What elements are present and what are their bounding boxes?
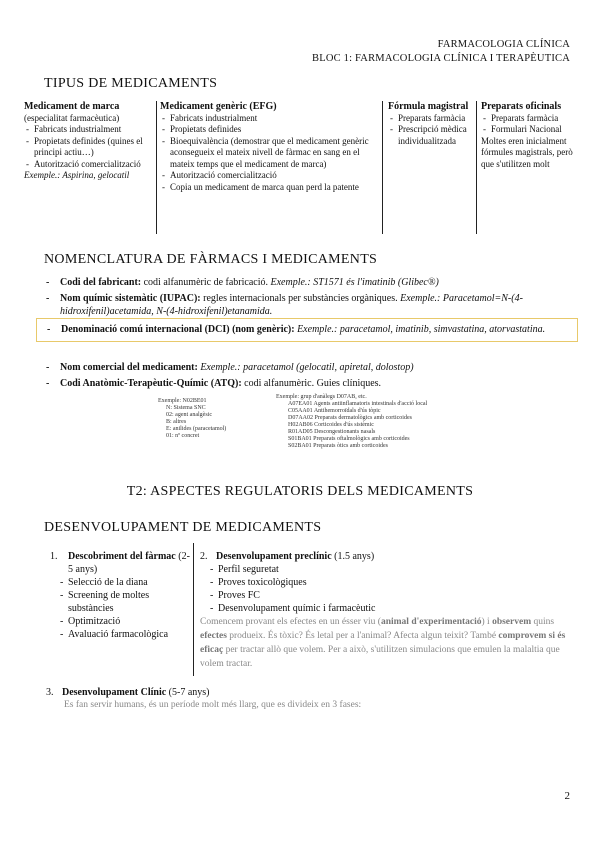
col-generic	[160, 101, 378, 234]
list-item	[44, 361, 564, 374]
preclinic-description: Comencem provant els efectes en un ésser viu (animal d'experimentació) i observem quins efectes produeix. És tòxic? És letal per a l'animal? Afecta algun teixit? També comprovem si és eficaç per tractar allò que volem. Per a això, s'utilitzen simulacions que emulen la malaltia que volem tractar.	[200, 617, 566, 669]
item-label: Nom comercial del medicament:	[60, 362, 198, 373]
item-label: Codi Anatòmic-Terapèutic-Químic (ATQ):	[60, 378, 242, 389]
nomenclature-list-2	[44, 361, 564, 393]
list-item: - Autorització comercialització	[160, 170, 378, 182]
marca-subtitle: (especialitat farmacèutica)	[24, 112, 120, 123]
divider	[156, 101, 157, 234]
atq-line: 02: agent analgèsic	[166, 412, 212, 418]
list-item: - Avaluació farmacològica	[58, 628, 192, 641]
atq-line: N: Sistema SNC	[166, 405, 206, 411]
list-item: - Fabricats industrialment	[160, 113, 378, 125]
item-example: Exemple.: Paracetamol=N-(4-hidroxifenil)acetamida, N-(4-hidroxifenil)etanamida.	[60, 293, 523, 317]
atq-line: 01: nº concret	[166, 433, 200, 439]
clinic-description: Es fan servir humans, és un període molt més llarg, que es divideix en 3 fases:	[64, 700, 362, 710]
step-number: 3.	[46, 687, 54, 698]
marca-example: Exemple.: Aspirina, gelocatil	[24, 170, 130, 180]
col-oficinals	[481, 101, 580, 234]
atq-line: H02AB06 Corticoides d'ús sistèmic	[288, 422, 374, 428]
list-item	[44, 377, 564, 390]
header-bloc: BLOC 1: FARMACOLOGIA CLÍNICA I TERAPÈUTICA	[312, 53, 570, 64]
medicament-types-table	[24, 101, 580, 234]
page-number: 2	[564, 790, 570, 802]
step-years: (1.5 anys)	[331, 551, 375, 562]
step-title: Descobriment del fàrmac	[68, 551, 176, 562]
list-item: - Fabricats industrialment	[24, 124, 154, 136]
item-label: Codi del fabricant:	[60, 277, 142, 288]
list-item: - Screening de moltes substàncies	[58, 589, 192, 615]
oficinals-title: Preparats oficinals	[481, 101, 562, 112]
list-item: - Optimització	[58, 615, 192, 628]
list-item: - Perfil seguretat	[208, 563, 570, 576]
list-item: - Preparats farmàcia	[481, 113, 580, 125]
atq-example-right	[276, 394, 476, 450]
step-title: Desenvolupament Clínic	[62, 687, 167, 698]
marca-title: Medicament de marca	[24, 101, 120, 112]
list-item	[45, 323, 577, 336]
nomenclature-list	[44, 276, 564, 321]
divider	[382, 101, 383, 234]
list-item: - Autorització comercialització	[24, 159, 154, 171]
step-1-discovery	[50, 550, 192, 641]
highlighted-dci-box	[36, 318, 578, 342]
item-label: Denominació comú internacional (DCI) (nom genèric):	[61, 324, 295, 335]
list-item: - Preparats farmàcia	[388, 113, 472, 125]
atq-line: S01BA01 Preparats oftalmològics amb corticoides	[288, 436, 410, 442]
section-title-tipus: TIPUS DE MEDICAMENTS	[44, 76, 218, 91]
list-item: - Selecció de la diana	[58, 576, 192, 589]
atq-line: B: altres	[166, 419, 187, 425]
list-item: - Propietats definides (quines el principi actiu…)	[24, 136, 154, 159]
item-text: codi alfanumèric de fabricació.	[141, 277, 271, 288]
item-example: Exemple.: ST1571 és l'imatinib (Glibec®)	[270, 277, 439, 288]
item-text: codi alfanumèric. Guies clíniques.	[241, 378, 382, 389]
atq-line: E: anilides (paracetamol)	[166, 426, 227, 432]
generic-title: Medicament genèric (EFG)	[160, 101, 277, 112]
formula-title: Fórmula magistral	[388, 101, 469, 112]
item-example: Exemple.: paracetamol, imatinib, simvastatina, atorvastatina.	[294, 324, 546, 335]
atq-line: C05AA01 Antihemorroïdals d'ús tòpic	[288, 408, 381, 414]
list-item: - Desenvolupament químic i farmacèutic	[208, 602, 570, 615]
divider	[193, 543, 194, 676]
col-formula	[388, 101, 472, 234]
step-number: 2.	[200, 551, 208, 562]
list-item: - Propietats definides	[160, 124, 378, 136]
atq-left-title: Exemple: N02BE01	[158, 398, 207, 404]
divider	[476, 101, 477, 234]
step-years: (5-7 anys)	[166, 687, 210, 698]
atq-line: R01AD05 Descongestionants nasals	[288, 429, 376, 435]
section-title-t2: T2: ASPECTES REGULATORIS DELS MEDICAMENTS	[126, 484, 474, 499]
atq-line: A07EA01 Agents antiinflamatoris intestinals d'acció local	[288, 401, 428, 407]
item-example: Exemple.: paracetamol (gelocatil, apiretal, dolostop)	[197, 362, 414, 373]
step-title: Desenvolupament preclínic	[216, 551, 332, 562]
item-text: regles internacionals per substàncies orgàniques.	[200, 293, 401, 304]
step-number: 1.	[50, 551, 58, 562]
list-item	[44, 292, 564, 318]
list-item	[44, 276, 564, 289]
section-title-nomenclatura: NOMENCLATURA DE FÀRMACS I MEDICAMENTS	[44, 252, 378, 267]
col-marca	[24, 101, 154, 234]
list-item: - Proves FC	[208, 589, 570, 602]
list-item: - Bioequivalència (demostrar que el medicament genèric aconsegueix el mateix nivell de fàrmac en sang en el mateix temps que el medicament de marca)	[160, 136, 378, 171]
step-2-preclinic	[200, 550, 570, 671]
oficinals-note: Moltes eren inicialment fórmules magistrals, però que s'utilitzen molt	[481, 135, 573, 169]
step-years: (2-5 anys)	[68, 551, 190, 575]
section-title-desenvolupament: DESENVOLUPAMENT DE MEDICAMENTS	[44, 520, 322, 535]
header-subject: FARMACOLOGIA CLÍNICA	[437, 39, 570, 50]
list-item: - Proves toxicològiques	[208, 576, 570, 589]
atq-example-left	[158, 398, 268, 440]
atq-line: D07AA02 Preparats dermatològics amb corticoides	[288, 415, 412, 421]
step-3-clinic	[46, 686, 566, 712]
list-item: - Formulari Nacional	[481, 124, 580, 136]
list-item: - Prescripció mèdica individualitzada	[388, 124, 472, 147]
atq-right-title: Exemple: grup d'anàlegs D07AB, etc.	[276, 394, 367, 400]
list-item: - Copia un medicament de marca quan perd la patente	[160, 182, 378, 194]
atq-line: S02BA01 Preparats òtics amb corticoides	[288, 443, 388, 449]
item-label: Nom químic sistemàtic (IUPAC):	[60, 293, 201, 304]
